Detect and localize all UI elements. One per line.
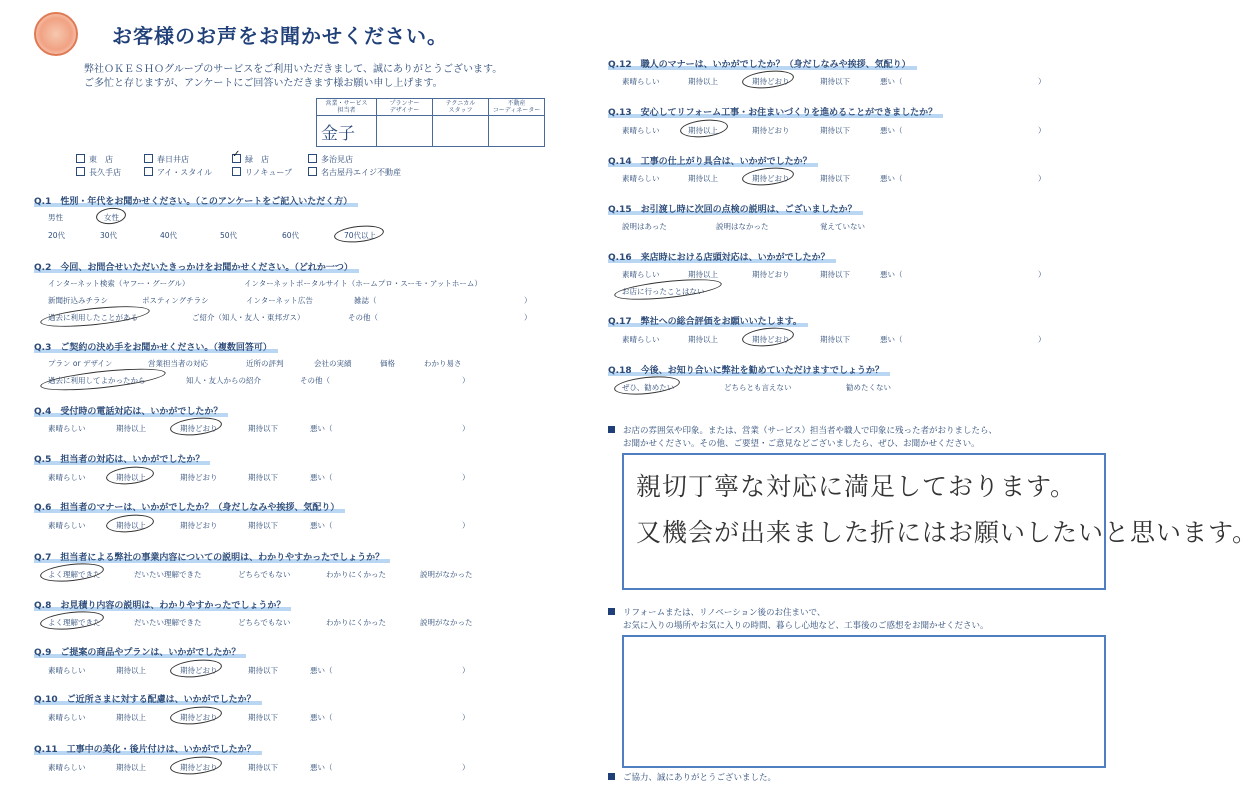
option-selected[interactable]: 期待どおり: [180, 763, 218, 772]
option-close: ）: [524, 313, 532, 322]
option[interactable]: インターネット検索（ヤフー・グーグル）: [48, 279, 190, 288]
option[interactable]: 期待以上: [116, 713, 146, 722]
option[interactable]: 素晴らしい: [622, 270, 660, 279]
option[interactable]: 期待以上: [688, 335, 718, 344]
selection-circle: [169, 754, 222, 776]
checkbox[interactable]: [308, 154, 317, 163]
selection-circle: [39, 561, 104, 585]
option[interactable]: 30代: [100, 231, 118, 240]
question-10: Q.10 ご近所さまに対する配慮は、いかがでしたか？: [34, 692, 262, 705]
option[interactable]: 悪い（: [310, 713, 333, 722]
option-selected[interactable]: 期待どおり: [180, 424, 218, 433]
page-title: お客様のお声をお聞かせください。: [112, 24, 448, 48]
option[interactable]: 期待以下: [248, 763, 278, 772]
option-selected[interactable]: 過去に利用したことがある: [48, 313, 138, 322]
option-close: ）: [462, 666, 470, 675]
question-16: Q.16 来店時における店頭対応は、いかがでしたか？: [608, 250, 836, 263]
checkbox-checked[interactable]: [232, 154, 241, 163]
staff-value-technical[interactable]: [433, 116, 489, 147]
option-selected[interactable]: お店に行ったことはない: [622, 287, 705, 296]
selection-circle: [333, 223, 384, 244]
bullet-square-icon: [608, 426, 615, 433]
staff-value-planner[interactable]: [377, 116, 433, 147]
selection-circle: [613, 374, 680, 398]
question-13: Q.13 安心してリフォーム工事・お住まいづくりを進めることができましたか？: [608, 105, 943, 118]
option[interactable]: 勧めたくない: [846, 383, 891, 392]
selection-circle: [741, 325, 795, 348]
staff-value-sales[interactable]: 金子: [317, 116, 377, 147]
option[interactable]: 説明がなかった: [420, 570, 473, 579]
option[interactable]: わかり易さ: [424, 359, 462, 368]
option[interactable]: 期待以下: [248, 521, 278, 530]
option-close: ）: [462, 521, 470, 530]
option[interactable]: 素晴らしい: [622, 335, 660, 344]
store-option[interactable]: リノキューブ: [232, 167, 292, 178]
option-selected[interactable]: 期待以上: [116, 521, 146, 530]
option[interactable]: 説明はあった: [622, 222, 667, 231]
reform-prompt: リフォームまたは、リノベーション後のお住まいで、 お気に入りの場所やお気に入りの時間、暮らし心地など、工事後のご感想をお聞かせください。: [608, 607, 989, 633]
option[interactable]: 期待以上: [688, 270, 718, 279]
option[interactable]: 期待以下: [248, 473, 278, 482]
selection-circle: [741, 165, 794, 187]
option-selected[interactable]: ぜひ、勧めたい: [622, 383, 675, 392]
option[interactable]: わかりにくかった: [326, 570, 386, 579]
option[interactable]: 素晴らしい: [48, 424, 86, 433]
checkbox[interactable]: [308, 167, 317, 176]
option-close: ）: [524, 296, 532, 305]
selection-circle: [169, 657, 222, 679]
question-1: Q.1 性別・年代をお聞かせください。（このアンケートをご記入いただく方）: [34, 194, 358, 207]
option-selected[interactable]: 期待どおり: [180, 713, 218, 722]
question-9: Q.9 ご提案の商品やプランは、いかがでしたか？: [34, 645, 246, 658]
option-selected[interactable]: 過去に利用してよかったから: [48, 376, 146, 385]
option[interactable]: わかりにくかった: [326, 618, 386, 627]
option[interactable]: だいたい理解できた: [134, 570, 202, 579]
option[interactable]: 素晴らしい: [48, 521, 86, 530]
question-4: Q.4 受付時の電話対応は、いかがでしたか？: [34, 404, 228, 417]
selection-circle: [39, 302, 150, 330]
option[interactable]: 期待どおり: [180, 473, 218, 482]
question-15: Q.15 お引渡し時に次回の点検の説明は、ございましたか？: [608, 202, 863, 215]
checkbox[interactable]: [76, 167, 85, 176]
staff-header-planner: プランナー デザイナー: [377, 99, 433, 116]
option[interactable]: ご紹介（知人・友人・東邦ガス）: [192, 313, 305, 322]
selection-circle: [105, 513, 155, 535]
option[interactable]: 説明はなかった: [716, 222, 769, 231]
selection-circle: [741, 68, 794, 90]
option[interactable]: 男性: [48, 213, 63, 222]
option[interactable]: 悪い（: [310, 521, 333, 530]
option[interactable]: 期待以下: [248, 424, 278, 433]
question-5: Q.5 担当者の対応は、いかがでしたか？: [34, 452, 210, 465]
question-7: Q.7 担当者による弊社の事業内容についての説明は、わかりやすかったでしょうか？: [34, 550, 390, 563]
question-2: Q.2 今回、お問合せいただいたきっかけをお聞かせください。（どれか一つ）: [34, 260, 359, 273]
question-11: Q.11 工事中の美化・後片付けは、いかがでしたか？: [34, 742, 262, 755]
footer-thanks: ご協力、誠にありがとうございました。: [608, 772, 776, 785]
checkbox[interactable]: [144, 167, 153, 176]
option-selected[interactable]: 70代以上: [344, 231, 377, 240]
staff-value-realestate[interactable]: [489, 116, 545, 147]
staff-header-technical: テクニカル スタッフ: [433, 99, 489, 116]
option[interactable]: 期待以下: [248, 713, 278, 722]
store-option[interactable]: 春日井店: [144, 154, 189, 165]
question-12: Q.12 職人のマナーは、いかがでしたか？（身だしなみや挨拶、気配り）: [608, 57, 917, 70]
option[interactable]: 悪い（: [880, 77, 903, 86]
comments-prompt: お店の雰囲気や印象。または、営業（サービス）担当者や職人で印象に残った者がおりましたら、 お聞かせください。その他、ご要望・ご意見などございましたら、ぜひ、お聞かせください。: [608, 425, 997, 451]
staff-header-realestate: 不動産 コーディネーター: [489, 99, 545, 116]
selection-circle: [105, 465, 155, 487]
store-option[interactable]: 多治見店: [308, 154, 353, 165]
option-selected[interactable]: 期待どおり: [180, 666, 218, 675]
option[interactable]: 雑誌（: [354, 296, 377, 305]
option[interactable]: 期待以下: [820, 174, 850, 183]
option[interactable]: 素晴らしい: [622, 174, 660, 183]
option[interactable]: その他（: [348, 313, 378, 322]
option-close: ）: [1038, 174, 1046, 183]
option[interactable]: 悪い（: [310, 473, 333, 482]
option[interactable]: 素晴らしい: [48, 473, 86, 482]
option[interactable]: だいたい理解できた: [134, 618, 202, 627]
option-close: ）: [1038, 126, 1046, 135]
option-selected[interactable]: 期待どおり: [752, 174, 790, 183]
option[interactable]: インターネット広告: [246, 296, 313, 305]
store-checklist: [76, 154, 406, 184]
option-selected[interactable]: よく理解できた: [48, 618, 101, 627]
option[interactable]: 知人・友人からの紹介: [186, 376, 261, 385]
option[interactable]: 新聞折込みチラシ: [48, 296, 108, 305]
staff-header-sales: 営業・サービス 担当者: [317, 99, 377, 116]
option[interactable]: 60代: [282, 231, 300, 240]
option[interactable]: 素晴らしい: [48, 763, 86, 772]
option[interactable]: 期待以下: [820, 270, 850, 279]
question-14: Q.14 工事の仕上がり具合は、いかがでしたか？: [608, 154, 818, 167]
option-selected[interactable]: 期待以上: [116, 473, 146, 482]
option-close: ）: [1038, 270, 1046, 279]
option-close: ）: [462, 424, 470, 433]
option[interactable]: 素晴らしい: [48, 713, 86, 722]
store-option[interactable]: ✓ 緑 店: [232, 154, 269, 165]
question-18: Q.18 今後、お知り合いに弊社を勧めていただけますでしょうか？: [608, 363, 890, 376]
option[interactable]: どちらでもない: [238, 618, 291, 627]
option[interactable]: 期待どおり: [752, 270, 790, 279]
option-close: ）: [462, 713, 470, 722]
option[interactable]: 素晴らしい: [622, 77, 660, 86]
option[interactable]: 期待以上: [116, 666, 146, 675]
store-option[interactable]: 長久手店: [76, 167, 121, 178]
option[interactable]: 期待以下: [820, 335, 850, 344]
intro-line-2: ご多忙と存じますが、アンケートにご回答いただきます様お願い申し上げます。: [84, 78, 443, 89]
store-option[interactable]: 東 店: [76, 154, 113, 165]
option[interactable]: 期待どおり: [752, 126, 790, 135]
option[interactable]: 期待以下: [248, 666, 278, 675]
option[interactable]: 20代: [48, 231, 66, 240]
selection-circle: [169, 415, 222, 437]
question-6: Q.6 担当者のマナーは、いかがでしたか？（身だしなみや挨拶、気配り）: [34, 500, 345, 513]
option[interactable]: 悪い（: [310, 763, 333, 772]
option[interactable]: 悪い（: [310, 666, 333, 675]
option[interactable]: 期待以上: [688, 77, 718, 86]
store-option[interactable]: アイ・スタイル: [144, 167, 212, 178]
selection-circle: [95, 206, 127, 225]
intro-line-1: 弊社ＯＫＥＳＨＯグループのサービスをご利用いただきまして、誠にありがとうございます。: [84, 64, 503, 75]
selection-circle: [169, 704, 222, 726]
question-3: Q.3 ご契約の決め手をお聞かせください。（複数回答可）: [34, 340, 278, 353]
option[interactable]: 期待以上: [688, 174, 718, 183]
handwritten-comment-line-1: 親切丁寧な対応に満足しております。: [636, 472, 1077, 501]
store-option[interactable]: 名古屋丹エイジ不動産: [308, 167, 401, 178]
staff-table: [316, 98, 545, 147]
option-selected[interactable]: よく理解できた: [48, 570, 101, 579]
option-close: ）: [462, 376, 470, 385]
option[interactable]: 期待以下: [820, 126, 850, 135]
checkbox[interactable]: [76, 154, 85, 163]
option[interactable]: 悪い（: [310, 424, 333, 433]
option-selected[interactable]: 期待どおり: [752, 77, 790, 86]
option[interactable]: その他（: [300, 376, 330, 385]
handwritten-comment-line-2: 又機会が出来ました折にはお願いしたいと思います。: [636, 518, 1258, 547]
company-seal-stamp: [34, 12, 78, 56]
option[interactable]: 悪い（: [880, 335, 903, 344]
question-17: Q.17 弊社への総合評価をお願いいたします。: [608, 314, 808, 327]
option[interactable]: 説明がなかった: [420, 618, 473, 627]
option[interactable]: どちらとも言えない: [724, 383, 792, 392]
option[interactable]: 悪い（: [880, 270, 903, 279]
option-close: ）: [462, 473, 470, 482]
option-close: ）: [1038, 77, 1046, 86]
selection-circle: [679, 118, 729, 140]
option[interactable]: 期待どおり: [180, 521, 218, 530]
bullet-square-icon: [608, 608, 615, 615]
option[interactable]: 期待以下: [820, 77, 850, 86]
option[interactable]: ポスティングチラシ: [142, 296, 209, 305]
option[interactable]: インターネットポータルサイト（ホームプロ・スーモ・アットホーム）: [244, 279, 482, 288]
option[interactable]: 期待以上: [116, 763, 146, 772]
option[interactable]: 50代: [220, 231, 238, 240]
option-selected[interactable]: 女性: [104, 213, 119, 222]
option[interactable]: 覚えていない: [820, 222, 865, 231]
option-selected[interactable]: 期待以上: [688, 126, 718, 135]
option[interactable]: 会社の実績: [314, 359, 352, 368]
option-selected[interactable]: 期待どおり: [752, 335, 790, 344]
option-close: ）: [462, 763, 470, 772]
checkbox[interactable]: [232, 167, 241, 176]
bullet-square-icon: [608, 773, 615, 780]
option[interactable]: どちらでもない: [238, 570, 291, 579]
option[interactable]: 40代: [160, 231, 178, 240]
selection-circle: [39, 609, 104, 633]
option[interactable]: 素晴らしい: [622, 126, 660, 135]
option[interactable]: 素晴らしい: [48, 666, 86, 675]
option[interactable]: 近所の評判: [246, 359, 284, 368]
option[interactable]: 価格: [380, 359, 395, 368]
checkbox[interactable]: [144, 154, 153, 163]
question-8: Q.8 お見積り内容の説明は、わかりやすかったでしょうか？: [34, 598, 291, 611]
option-close: ）: [1038, 335, 1046, 344]
reform-textarea[interactable]: [622, 635, 1106, 768]
option[interactable]: 営業担当者の対応: [148, 359, 208, 368]
comments-textarea[interactable]: [622, 453, 1258, 590]
option[interactable]: 悪い（: [880, 174, 903, 183]
option[interactable]: 期待以上: [116, 424, 146, 433]
option[interactable]: 悪い（: [880, 126, 903, 135]
option[interactable]: プラン or デザイン: [48, 359, 113, 368]
